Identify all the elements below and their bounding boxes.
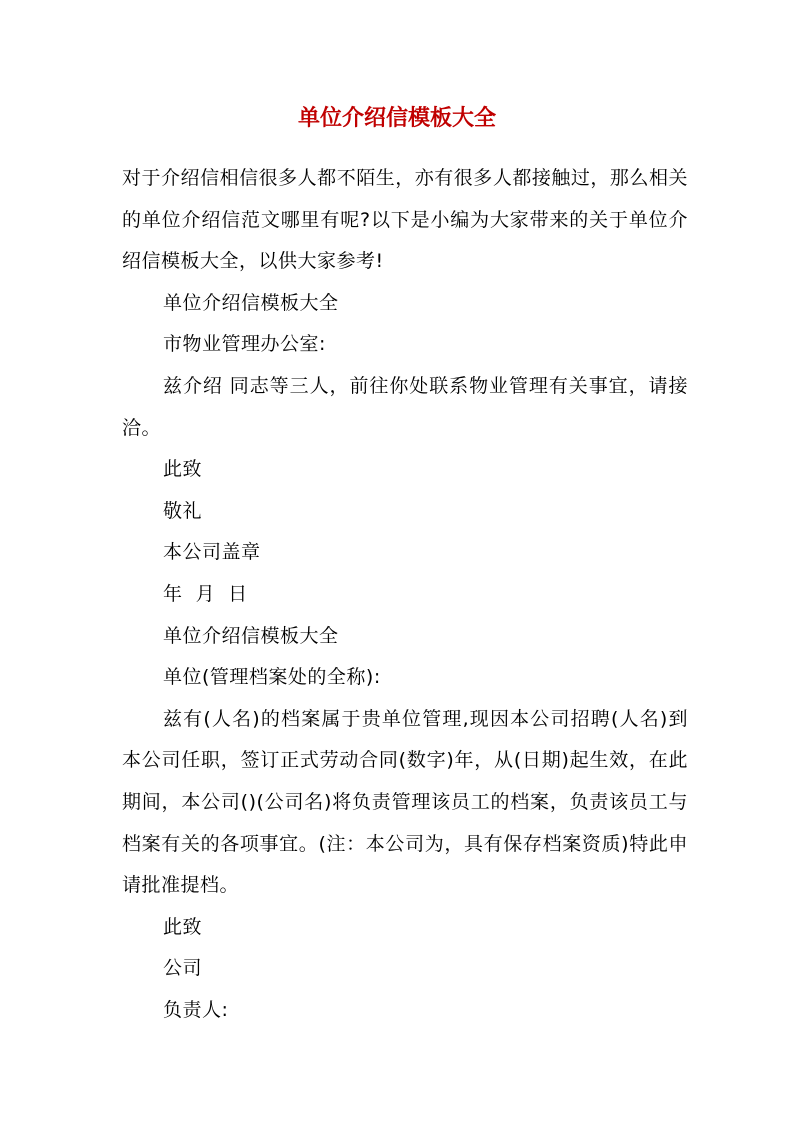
- document-title: 单位介绍信模板大全: [297, 105, 496, 131]
- signature-line: 公司: [163, 957, 203, 980]
- signature-line: 负责人:: [163, 998, 229, 1021]
- body-paragraph: 兹介绍 同志等三人，前往你处联系物业管理有关事宜，请接洽。: [122, 374, 688, 439]
- closing-line: 此致: [163, 915, 203, 938]
- document-body: [122, 158, 688, 1031]
- closing-line: 敬礼: [163, 499, 203, 522]
- salutation: 市物业管理办公室:: [163, 333, 326, 356]
- date-line: 年 月 日: [163, 582, 248, 605]
- salutation: 单位(管理档案处的全称):: [163, 666, 381, 689]
- section-heading: 单位介绍信模板大全: [163, 291, 339, 314]
- intro-paragraph: 对于介绍信相信很多人都不陌生，亦有很多人都接触过，那么相关的单位介绍信范文哪里有呢?以下是小编为大家带来的关于单位介绍信模板大全，以供大家参考!: [122, 167, 688, 273]
- signature-line: 本公司盖章: [163, 541, 261, 564]
- body-paragraph: 兹有(人名)的档案属于贵单位管理,现因本公司招聘(人名)到本公司任职，签订正式劳动合同(数字)年，从(日期)起生效，在此期间，本公司()(公司名)将负责管理该员工的档案，负责该员工与档案有关的各项事宜。(注：本公司为，具有保存档案资质)特此申请批准提档。: [122, 707, 688, 897]
- closing-line: 此致: [163, 458, 203, 481]
- section-heading: 单位介绍信模板大全: [163, 624, 339, 647]
